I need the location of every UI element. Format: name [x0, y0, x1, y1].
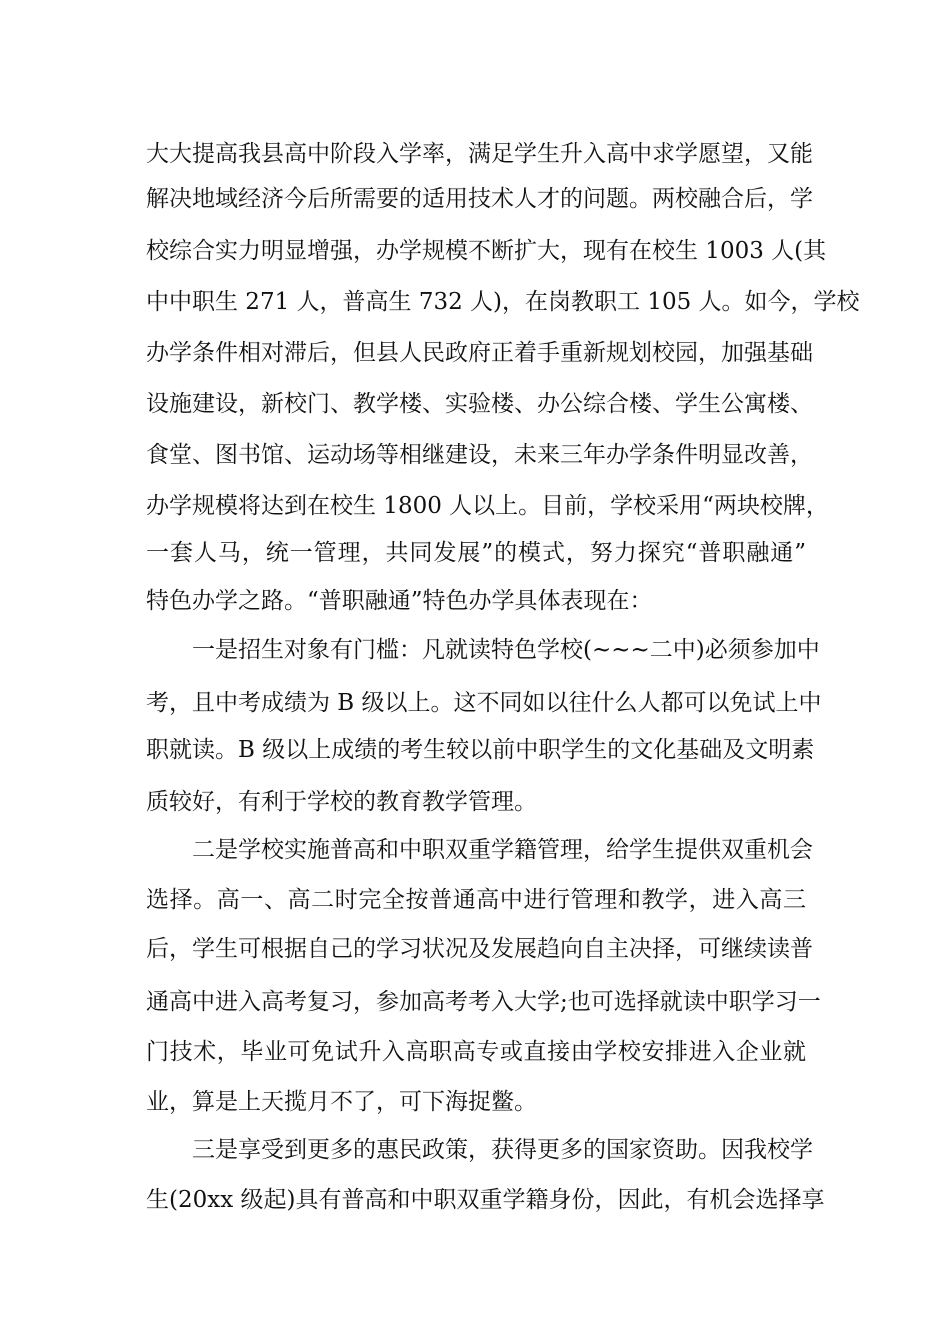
paragraph-first-line: 二是学校实施普高和中职双重学籍管理，给学生提供双重机会 — [192, 837, 813, 863]
text-line: 考，且中考成绩为 B 级以上。这不同如以往什么人都可以免试上中 — [146, 690, 822, 716]
text-line: 解决地域经济今后所需要的适用技术人才的问题。两校融合后，学 — [146, 186, 813, 212]
text-line: 通高中进入高考复习，参加高考考入大学;也可选择就读中职学习一 — [146, 989, 821, 1015]
paragraph-first-line: 一是招生对象有门槛：凡就读特色学校(~~~二中)必须参加中 — [192, 637, 820, 663]
text-line: 校综合实力明显增强，办学规模不断扩大，现有在校生 1003 人(其 — [146, 238, 827, 264]
text-line: 特色办学之路。“普职融通”特色办学具体表现在： — [146, 588, 653, 614]
text-line: 办学条件相对滞后，但县人民政府正着手重新规划校园，加强基础 — [146, 340, 813, 366]
text-line: 食堂、图书馆、运动场等相继建设，未来三年办学条件明显改善， — [146, 442, 813, 468]
text-line: 中中职生 271 人，普高生 732 人)，在岗教职工 105 人。如今，学校 — [146, 289, 860, 315]
text-line: 一套人马，统一管理，共同发展”的模式，努力探究“普职融通” — [146, 540, 806, 566]
text-line: 职就读。B 级以上成绩的考生较以前中职学生的文化基础及文明素 — [146, 737, 815, 763]
text-line: 门技术，毕业可免试升入高职高专或直接由学校安排进入企业就 — [146, 1039, 806, 1065]
text-line: 业，算是上天揽月不了，可下海捉鳖。 — [146, 1089, 537, 1115]
text-line: 生(20xx 级起)具有普高和中职双重学籍身份，因此，有机会选择享 — [146, 1187, 825, 1213]
text-line: 设施建设，新校门、教学楼、实验楼、办公综合楼、学生公寓楼、 — [146, 391, 813, 417]
paragraph-first-line: 三是享受到更多的惠民政策，获得更多的国家资助。因我校学 — [192, 1137, 813, 1163]
text-line: 选择。高一、高二时完全按普通高中进行管理和教学，进入高三 — [146, 887, 806, 913]
text-line: 后，学生可根据自己的学习状况及发展趋向自主决择，可继续读普 — [146, 936, 813, 962]
text-line: 大大提高我县高中阶段入学率，满足学生升入高中求学愿望，又能 — [146, 141, 813, 167]
text-line: 办学规模将达到在校生 1800 人以上。目前，学校采用“两块校牌， — [146, 493, 829, 519]
text-line: 质较好，有利于学校的教育教学管理。 — [146, 789, 537, 815]
